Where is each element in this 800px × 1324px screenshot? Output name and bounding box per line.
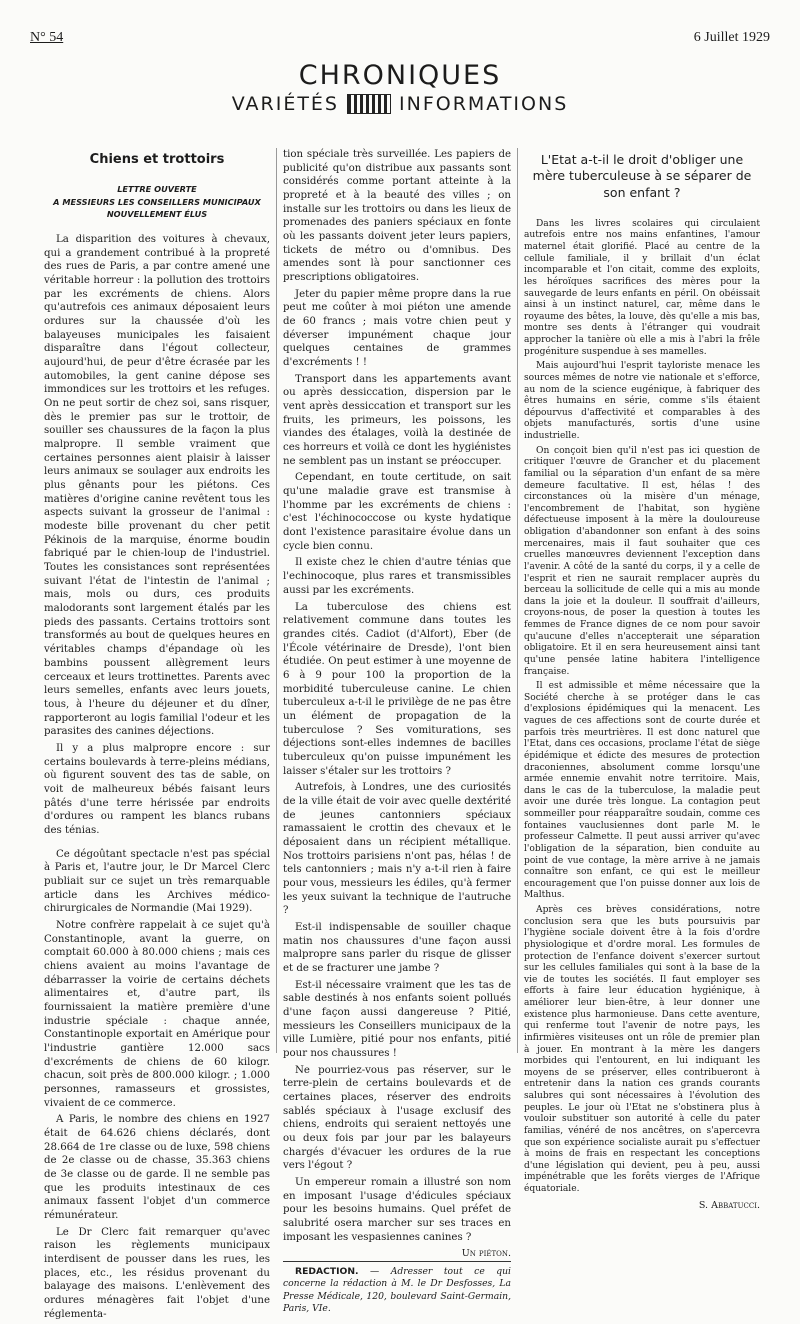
paragraph: Après ces brèves considérations, notre conclusion sera que les buts poursuivis par l'hygiène sociale doivent être à la fois d'ordre physiologique et d'ordre moral. Les formules de protection de l'enfance doivent s'exercer surtout sur les cellules familiales qui sont à la base de la vie de toutes les sociétés. Il faut employer ses efforts à faire leur éducation hygiénique, à améliorer leur bien-être, à leur donner une existence plus harmonieuse. Dans cette aventure, qui renferme tout l'avenir de notre pays, les infirmières visiteuses ont un rôle de premier plan à jouer. En montrant à la mère les dangers morbides qui l'entourent, en lui indiquant les moyens de se préserver, elles contribueront à entretenir dans la nation ces grands courants salubres qui sont nécessaires à l'évolution des peuples. Le jour où l'Etat ne s'obstinera plus à vouloir substituer son autorité à celle du pater familias, vénéré de nos ancêtres, on s'apercevra que son expérience socialiste aurait pu s'effectuer à moins de frais en respectant les conceptions d'une législation qui devient, peu à peu, aussi impénétrable que les forêts vierges de l'Afrique équatoriale. [524,905,760,1194]
paragraph: La tuberculose des chiens est relativement commune dans toutes les grandes cités. Cadiot (d'Alfort), Eber (de l'École vétérinaire de Dresde), l'ont bien étudiée. On peut estimer à une moyenne de 6 à 9 pour 100 la proportion de la morbidité tuberculeuse canine. Le chien tuberculeux a-t-il le privilège de ne pas être un élément de propagation de la tuberculose ? Ses vomiturations, ses déjections sont-elles indemnes de bacilles tuberculeux qu'on puisse impunément les laisser s'étaler sur les trottoirs ? [283,601,511,777]
paragraph: Ne pourriez-vous pas réserver, sur le terre-plein de certains boulevards et de certaines places, réserver des endroits sablés spéciaux à l'usage exclusif des chiens, endroits qui seraient nettoyés une ou deux fois par jour par les balayeurs chargés d'évacuer les ordures de la rue vers l'égout ? [283,1064,511,1172]
masthead-informations: INFORMATIONS [399,93,569,115]
redaction-notice [283,1261,511,1315]
redaction-text: — Adresser tout ce qui concerne la rédaction à M. le Dr Desfosses, La Presse Médicale, 120, boulevard Saint-Germain, Paris, VIe. [283,1266,511,1315]
issue-date: 6 Juillet 1929 [693,30,770,45]
paragraph: tion spéciale très surveillée. Les papiers de publicité qu'on distribue aux passants sont considérés comme portant atteinte à la propreté et à la beauté des villes ; on installe sur les trottoirs ou dans les lieux de promenades des paniers spéciaux en fonte où les passants doivent jeter leurs papiers, tickets de métro ou d'omnibus. Des amendes sont là pour sanctionner ces prescriptions obligatoires. [283,149,511,284]
paragraph: Est-il indispensable de souiller chaque matin nos chaussures d'une façon aussi malpropre sans parler du risque de glisser et de se fracturer une jambe ? [283,921,511,974]
paragraph: Dans les livres scolaires qui circulaient autrefois entre nos mains enfantines, l'amour maternel était glorifié. Placé au centre de la cellule familiale, il y brillait d'un éclat incomparable et l'on citait, comme des exploits, les héroïques sacrifices des mères pour la sauvegarde de leurs enfants en péril. On obéissait ainsi à un instinct naturel, car, même dans le royaume des bêtes, la louve, dès qu'elle a mis bas, montre ses dents à l'étranger qui voudrait approcher la tanière où elle a mis à l'abri la frêle progéniture suspendue à ses mamelles. [524,218,760,357]
masthead-ornament-icon [347,94,391,114]
subtitle-line: NOUVELLEMENT ÉLUS [106,209,208,220]
paragraph: Autrefois, à Londres, une des curiosités de la ville était de voir avec quelle dextérité de jeunes cantonniers spéciaux ramassaient le crottin des chevaux et le déposaient dans un récipient métallique. Nos trottoirs parisiens n'ont pas, hélas ! de tels cantonniers ; mais n'y a-t-il rien à faire pour vous, messieurs les édiles, qu'à fermer les yeux suivant la technique de l'autruche ? [283,782,511,917]
paragraph: On conçoit bien qu'il n'est pas ici question de critiquer l'œuvre de Grancher et du placement familial ou la séparation d'un enfant de sa mère demeure facultative. Il est, hélas ! des circonstances où la misère d'un ménage, l'encombrement de l'habitat, son hygiène défectueuse imposent à la mère la douloureuse obligation d'abandonner son enfant à des soins mercenaires, mais il faut souhaiter que ces cruelles manœuvres deviennent l'exception dans l'avenir. A côté de la santé du corps, il y a celle de l'esprit et rien ne saurait remplacer auprès du berceau la sollicitude de celle qui a mis au monde dans la joie et la douleur. Il souffrait d'ailleurs, croyons-nous, de poser la question à toutes les femmes de France dignes de ce nom pour savoir qu'aucune d'elles n'accepterait une séparation obligatoire. Et il en sera heureusement ainsi tant qu'une pensée latine habitera l'intelligence française. [524,445,760,677]
paragraph: Est-il nécessaire vraiment que les tas de sable destinés à nos enfants soient pollués d'une façon aussi dangereuse ? Pitié, messieurs les Conseillers municipaux de la ville Lumière, pitié pour nos enfants, pitié pour nos chaussures ! [283,979,511,1059]
paragraph: Un empereur romain a illustré son nom en imposant l'usage d'édicules spéciaux pour les besoins humains. Quel préfet de salubrité osera marcher sur ses traces en imposant les vespasiennes canines ? [283,1177,511,1243]
issue-number: N° 54 [30,30,64,45]
paragraph: Jeter du papier même propre dans la rue peut me coûter à moi piéton une amende de 60 francs ; mais votre chien peut y déverser impunément chaque jour quelques centaines de grammes d'excréments ! ! [283,288,511,369]
paragraph: Notre confrère rappelait à ce sujet qu'à Constantinople, avant la guerre, on comptait 60.000 à 80.000 chiens ; mais ces chiens avaient au moins l'avantage de débarrasser la voirie de certains déchets alimentaires et, d'autre part, ils fournissaient la matière première d'une industrie spéciale : chaque année, Constantinople exportait en Amérique pour l'industrie gantière 12.000 sacs d'excréments de chiens de 60 kilogr. chacun, soit près de 800.000 kilogr. ; 1.000 personnes, ramasseurs et grossistes, vivaient de ce commerce. [44,919,270,1109]
signature: S. Abbatucci. [698,1199,760,1211]
paragraph: A Paris, le nombre des chiens en 1927 était de 64.626 chiens déclarés, dont 28.664 de 1re classe ou de luxe, 598 chiens de 2e classe ou de chasse, 35.363 chiens de 3e classe ou de garde. Il ne semble pas que les produits intestinaux de ces animaux fassent l'objet d'un commerce rémunérateur. [44,1114,270,1222]
paragraph: Il existe chez le chien d'autre ténias que l'echinocoque, plus rares et transmissibles aussi par les excréments. [283,557,511,596]
article-title: L'Etat a-t-il le droit d'obliger une mère tuberculeuse à se séparer de son enfant ? [532,152,752,200]
masthead-varietes: VARIÉTÉS [231,93,339,115]
column-3 [524,148,760,1212]
article-title: Chiens et trottoirs [89,152,225,167]
paragraph: Le Dr Clerc fait remarquer qu'avec raison les règlements municipaux interdisent de pousser dans les rues, les places, etc., les résidus provenant du balayage des maisons. L'enlèvement des ordures ménagères fait l'objet d'une réglementa- [44,1226,270,1320]
article-subtitle [44,183,270,221]
column-1 [44,148,270,1324]
paragraph: Mais aujourd'hui l'esprit tayloriste menace les sources mêmes de notre vie nationale et s'efforce, au nom de la science eugénique, à fabriquer des êtres humains en série, comme s'ils étaient dépourvus d'affectivité et comparables à des objets manufacturés, sortis d'une usine industrielle. [524,361,760,441]
subtitle-line: A MESSIEURS LES CONSEILLERS MUNICIPAUX [53,196,261,207]
subtitle-line: LETTRE OUVERTE [117,183,197,194]
paragraph: Cependant, en toute certitude, on sait qu'une maladie grave est transmise à l'homme par les excréments de chiens : c'est l'échinococcose ou kyste hydatique dont l'existence parasitaire évolue dans un cycle bien connu. [283,472,511,552]
paragraph: Il y a plus malpropre encore : sur certains boulevards à terre-pleins médians, où figurent souvent des tas de sable, on voit de malheureux bébés faisant leurs pâtés d'une terre hérissée par endroits d'ordures ou rampent les blancs rubans des ténias. [44,742,270,836]
paragraph: Il est admissible et même nécessaire que la Société cherche à se protéger dans le cas d'explosions épidémiques qui la menacent. Les vagues de ces affections sont de courte durée et parfois très meurtrières. Il est donc naturel que l'Etat, dans ces occasions, proclame l'état de siège épidémique et édicte des mesures de protection draconiennes, absolument comme lorsqu'une armée ennemie envahit notre territoire. Mais, dans le cas de la tuberculose, la maladie peut avoir une durée très longue. La contagion peut sommeiller pour réapparaître soudain, comme ces fontaines vauclusiennes dont parle M. le professeur Calmette. Il peut aussi arriver qu'avec l'obligation de la séparation, bien conduite au point de vue contage, la mère arrive à ne jamais connaître son enfant, ce qui est le meilleur encouragement que l'on puisse donner aux lois de Malthus. [524,681,760,901]
paragraph: La disparition des voitures à chevaux, qui a grandement contribué à la propreté des rues de Paris, a par contre amené une véritable horreur : la pollution des trottoirs par les excréments de chiens. Alors qu'autrefois ces animaux déposaient leurs ordures sur la chaussée d'où les balayeuses municipales les faisaient disparaître dans l'égout collecteur, aujourd'hui, de peur d'être écrasée par les automobiles, la gent canine dépose ses immondices sur les trottoirs et les refuges. On ne peut sortir de chez soi, sans risquer, dès le premier pas sur le trottoir, de souiller ses chaussures de la façon la plus malpropre. Il semble vraiment que certaines personnes aient plaisir à laisser leurs animaux se soulager aux endroits les plus gênants pour les piétons. Ces matières d'origine canine revêtent tous les aspects suivant la grosseur de l'animal : modeste bille provenant du cher petit Pékinois de la marquise, énorme boudin fabriqué par le chien-loup de l'industriel. Toutes les consistances sont représentées suivant l'état de l'intestin de l'animal ; mais, mols ou durs, ces produits malodorants sont largement étalés par les pieds des passants. Certains trottoirs sont transformés au bout de quelques heures en véritables champs d'épandage où les bambins poussent allègrement leurs cerceaux et leurs trottinettes. Parents avec leurs semelles, enfants avec leurs jouets, tous, à l'heure du déjeuner et du dîner, rapporteront au logis familial l'odeur et les parasites des canines déjections. [44,234,270,738]
column-divider [276,148,277,1053]
column-2 [283,148,511,1318]
paragraph: Ce dégoûtant spectacle n'est pas spécial à Paris et, l'autre jour, le Dr Marcel Clerc publiait sur ce sujet un très remarquable article dans les Archives médico-chirurgicales de Normandie (Mai 1929). [44,848,270,915]
signature: Un piéton. [461,1248,511,1260]
redaction-label: REDACTION. [295,1266,359,1278]
masthead-title: CHRONIQUES [298,60,502,91]
column-divider [517,148,518,1053]
masthead [0,60,800,115]
paragraph: Transport dans les appartements avant ou après dessiccation, dispersion par le vent après dessiccation et transport sur les fruits, les primeurs, les poissons, les viandes des étalages, voilà la destinée de ces horreurs et voilà ce dont les hygiénistes ne semblent pas un instant se préoccuper. [283,373,511,467]
